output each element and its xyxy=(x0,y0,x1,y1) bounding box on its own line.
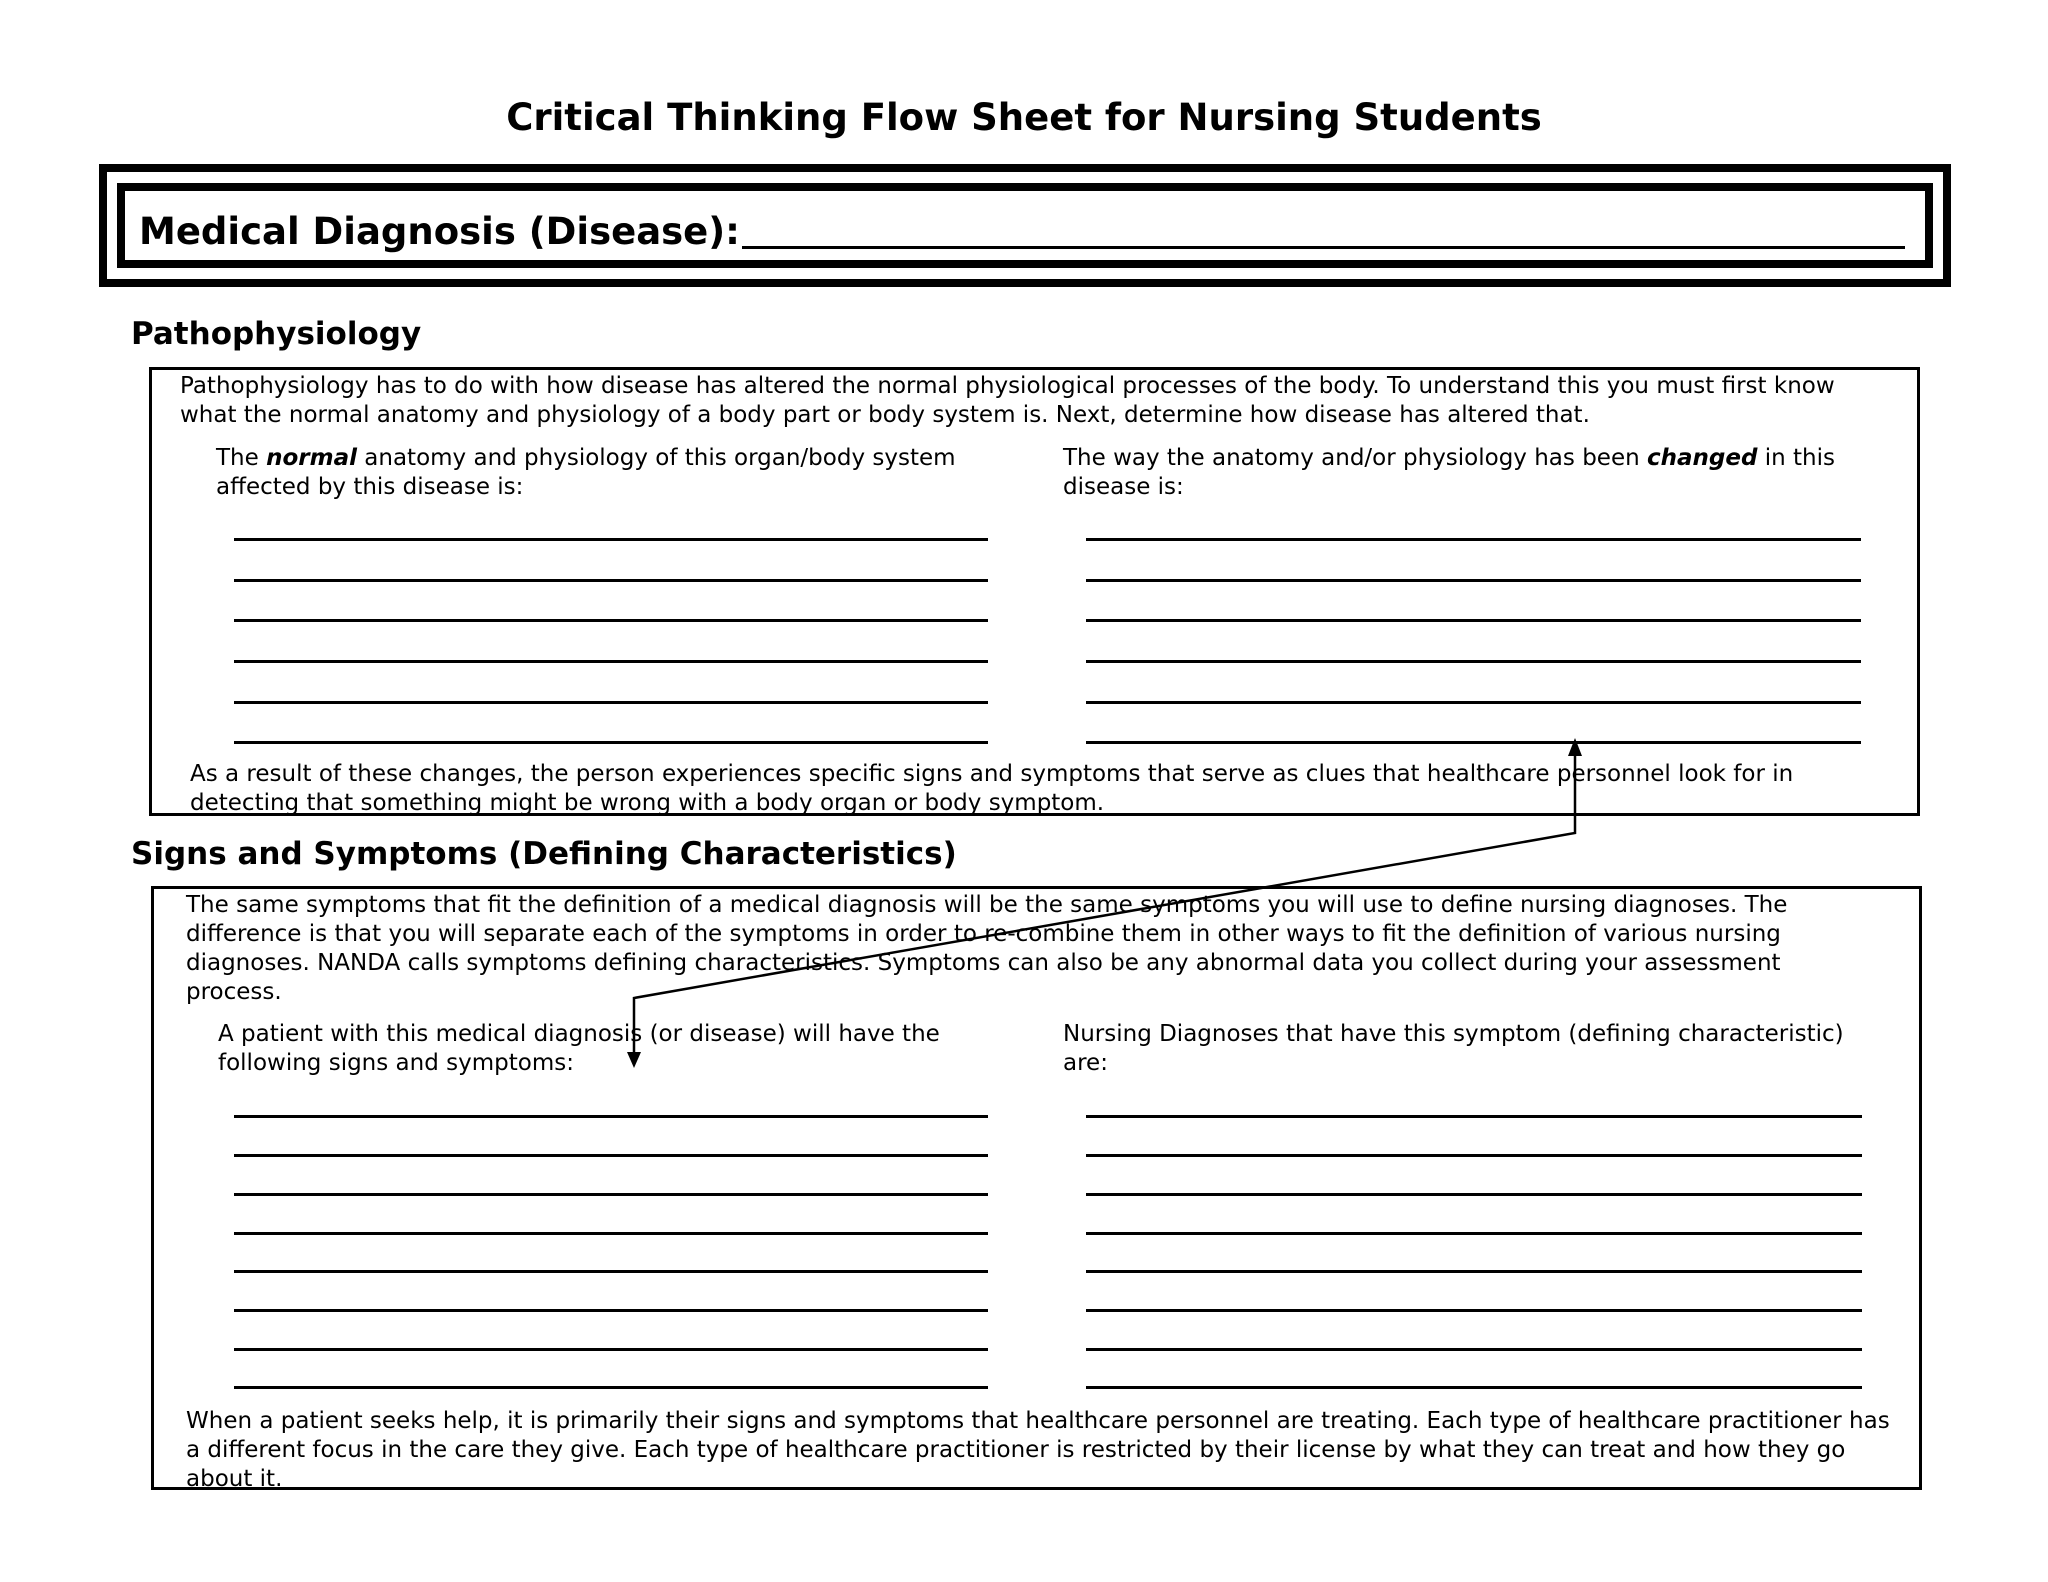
nursing-diagnoses-prompt: Nursing Diagnoses that have this symptom (defining characteristic) are: xyxy=(1063,1021,1844,1076)
normal-emphasis: normal xyxy=(266,445,357,471)
arrow-head-down-icon xyxy=(627,1052,641,1068)
changed-anatomy-prompt: The way the anatomy and/or physiology has been changed in this disease is: xyxy=(1063,445,1835,500)
signs-symptoms-intro: The same symptoms that fit the definition of a medical diagnosis will be the same symptoms you will use to define nursing diagnoses. The difference is that you will separate each of the symptoms in order to re-combine them in other ways to fit the definition of various nursing diagnoses. NANDA calls symptoms defining characteristics. Symptoms can also be any abnormal data you collect during your assessment process. xyxy=(186,892,1788,1005)
pathophysiology-conclusion: As a result of these changes, the person experiences specific signs and symptoms that serve as clues that healthcare personnel look for in detecting that something might be wrong with a body organ or body symptom. xyxy=(190,761,1794,816)
pathophysiology-intro: Pathophysiology has to do with how disease has altered the normal physiological processes of the body. To understand this you must first know what the normal anatomy and physiology of a body part or body system is. Next, determine how disease has altered that. xyxy=(180,373,1835,428)
signs-symptoms-heading: Signs and Symptoms (Defining Characteristics) xyxy=(131,836,957,872)
pathophysiology-heading: Pathophysiology xyxy=(131,316,422,352)
medical-diagnosis-label: Medical Diagnosis (Disease): xyxy=(139,210,740,253)
page-title: Critical Thinking Flow Sheet for Nursing Students xyxy=(506,96,1542,139)
patient-symptoms-prompt: A patient with this medical diagnosis (or disease) will have the following signs and symptoms: xyxy=(218,1021,940,1076)
changed-emphasis: changed xyxy=(1646,445,1758,471)
arrow-head-up-icon xyxy=(1568,738,1582,756)
connector-arrow-line xyxy=(634,744,1575,1058)
normal-anatomy-prompt: The normal anatomy and physiology of this organ/body system affected by this disease is: xyxy=(216,445,956,500)
signs-symptoms-conclusion: When a patient seeks help, it is primarily their signs and symptoms that healthcare personnel are treating. Each type of healthcare practitioner has a different focus in the care they give. Each type of healthcare practitioner is restricted by their license by what they can treat and how they go about it. xyxy=(186,1408,1890,1492)
